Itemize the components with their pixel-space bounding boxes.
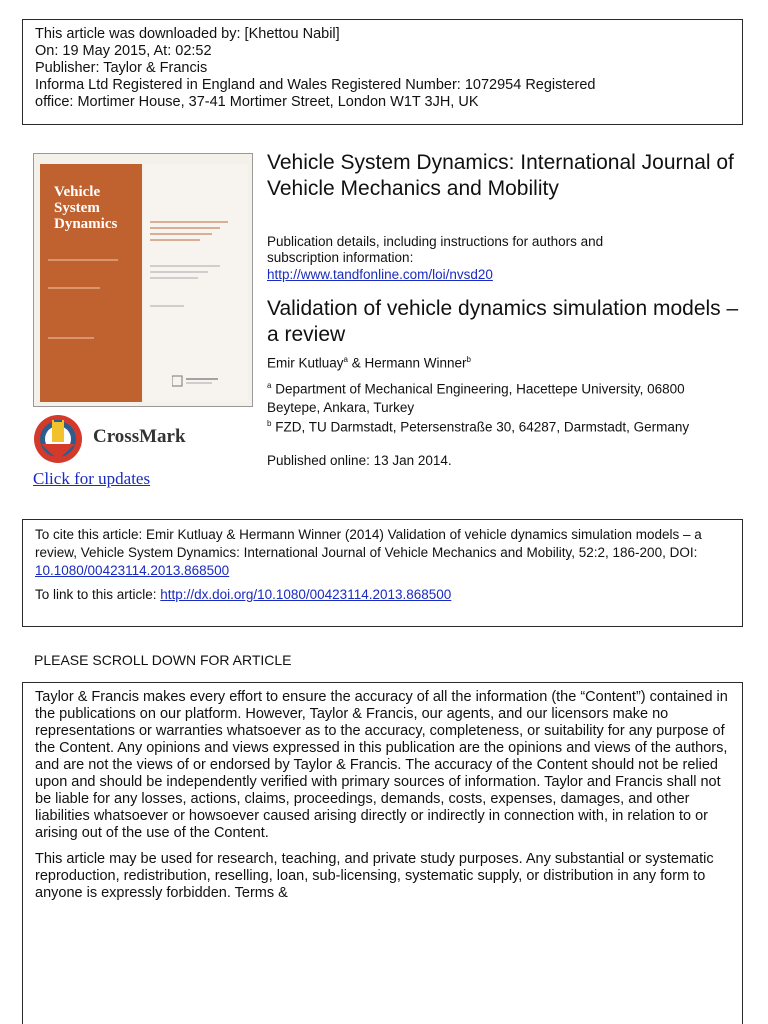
author-separator: & [347,355,365,371]
citation-text-block [35,526,730,580]
author-list [267,355,471,371]
disclaimer-paragraph-2: This article may be used for research, teaching, and private study purposes. Any substantial or systematic reproduction, redistribution, reselling, loan, sub-licensing, systematic supply, or distribution in any form to anyone is expressly forbidden. Terms & [35,851,714,901]
publication-details [267,234,747,266]
author-name: Hermann Winner [364,355,467,371]
journal-cover-image [33,153,253,407]
affiliation-b [267,415,737,437]
article-link-label: To link to this article: [35,587,161,602]
download-info-box [22,19,743,125]
cover-title-line2: System [54,200,100,216]
author-name: Emir Kutluay [267,355,344,371]
disclaimer-box [22,682,743,1024]
article-title: Validation of vehicle dynamics simulation models – a review [267,297,739,346]
author-affiliation-marker: b [466,355,471,364]
article-link-row [35,586,730,604]
citation-box [22,519,743,627]
journal-title: Vehicle System Dynamics: International Journal of Vehicle Mechanics and Mobility [267,151,734,200]
citation-text: To cite this article: Emir Kutluay & Hermann Winner (2014) Validation of vehicle dynamics simulation models – a review, Vehicle System Dynamics: International Journal of Vehicle Mechanics and Mobility, 52:2, 186-200, DOI: [35,527,702,560]
registration-line: Informa Ltd Registered in England and Wales Registered Number: 1072954 Registered [35,77,596,93]
click-for-updates-link[interactable]: Click for updates [33,469,151,488]
cover-title-line1: Vehicle [54,184,101,200]
cover-text-lines-icon [150,220,240,320]
affiliation-text: Department of Mechanical Engineering, Hacettepe University, 06800 Beytepe, Ankara, Turkey [267,381,685,415]
publication-details-line1: Publication details, including instructions for authors and [267,234,604,249]
affiliation-text: FZD, TU Darmstadt, Petersenstraße 30, 64287, Darmstadt, Germany [271,419,690,435]
affiliation-marker: b [267,419,272,428]
article-link-url[interactable]: http://dx.doi.org/10.1080/00423114.2013.868500 [160,587,452,602]
cover-front-panel [144,164,248,402]
scroll-down-notice: PLEASE SCROLL DOWN FOR ARTICLE [34,652,292,668]
publisher-logo-icon [172,374,220,388]
crossmark-label: CrossMark [93,426,186,447]
crossmark-icon [33,414,83,464]
publisher-line: Publisher: Taylor & Francis [35,60,208,76]
cover-spine-lines-icon [48,258,128,358]
cover-title-line3: Dynamics [54,216,118,232]
published-online-date: Published online: 13 Jan 2014. [267,453,452,468]
doi-link[interactable]: 10.1080/00423114.2013.868500 [35,563,230,578]
disclaimer-paragraph-1: Taylor & Francis makes every effort to ensure the accuracy of all the information (the “Content”) contained in the publications on our platform. However, Taylor & Francis, our agents, and our licensors make no representations or warranties whatsoever as to the accuracy, completeness, or suitability for any purpose of the Content. Any opinions and views expressed in this publication are the opinions and views of the authors, and are not the views of or endorsed by Taylor & Francis. The accuracy of the Content should not be relied upon and should be independently verified with primary sources of information. Taylor and Francis shall not be liable for any losses, actions, claims, proceedings, demands, costs, expenses, damages, and other liabilities whatsoever or howsoever caused arising directly or indirectly in connection with, in relation to or arising out of the use of the Content. [35,689,728,841]
author-affiliation-marker: a [343,355,348,364]
publication-details-line2: subscription information: [267,250,414,265]
crossmark-badge[interactable] [33,412,193,466]
cover-title [54,184,117,232]
download-date-line: On: 19 May 2015, At: 02:52 [35,43,212,59]
affiliation-a [267,377,737,417]
downloaded-by-line: This article was downloaded by: [Khettou Nabil] [35,26,340,42]
journal-url-link[interactable]: http://www.tandfonline.com/loi/nvsd20 [267,267,493,282]
affiliation-marker: a [267,381,272,390]
office-line: office: Mortimer House, 37-41 Mortimer Street, London W1T 3JH, UK [35,94,479,110]
